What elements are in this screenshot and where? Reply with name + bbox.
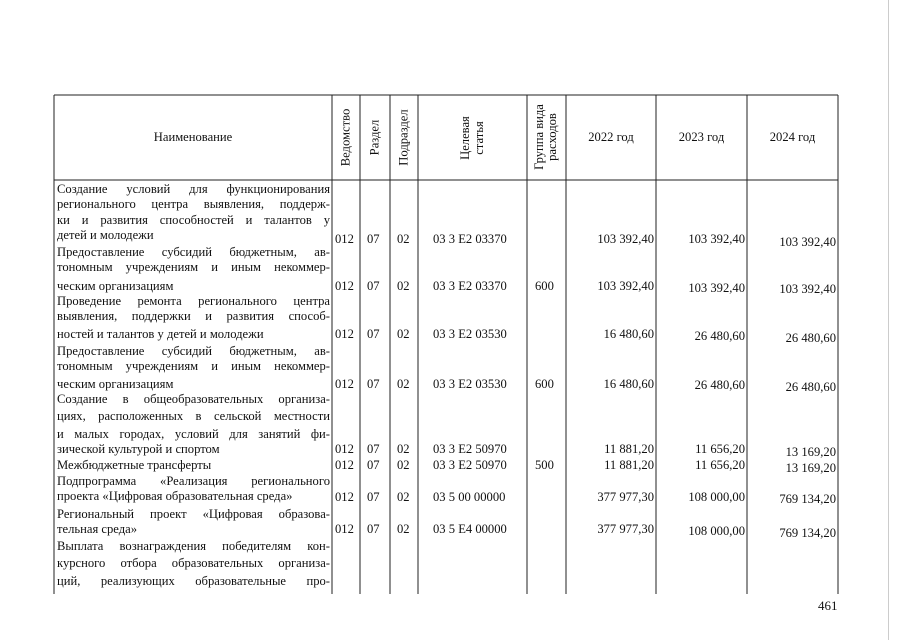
cell-celevaya: 03 3 Е2 50970 — [433, 458, 507, 472]
cell-razdel: 07 — [367, 327, 380, 341]
cell-vedomstvo: 012 — [335, 232, 354, 246]
row-name-line: Создание условий для функционирования — [57, 182, 330, 196]
cell-gruppa: 500 — [535, 458, 554, 472]
cell-celevaya: 03 3 Е2 03530 — [433, 377, 507, 391]
row-name-line: тономным учреждениям и иным некоммер- — [57, 359, 330, 374]
cell-gruppa: 600 — [535, 279, 554, 293]
header-gruppa-vida-rashodov: Группа вида расходов — [532, 104, 559, 170]
row-name-line: тономным учреждениям и иным некоммер- — [57, 260, 330, 275]
scan-edge-line — [888, 0, 889, 640]
cell-2023: 108 000,00 — [688, 524, 745, 538]
cell-2024: 26 480,60 — [785, 380, 836, 394]
row-name-line: циях, расположенных в сельской местности — [57, 409, 330, 424]
cell-2022: 103 392,40 — [597, 279, 654, 293]
row-name-line: Региональный проект «Цифровая образова- — [57, 507, 330, 521]
row-name-line: Выплата вознаграждения победителям кон- — [57, 539, 330, 553]
cell-razdel: 07 — [367, 377, 380, 391]
row-name-line: ки и развития способностей и талантов у — [57, 212, 330, 227]
header-vedomstvo: Ведомство — [338, 108, 353, 167]
cell-2024: 103 392,40 — [779, 282, 836, 296]
cell-2022: 103 392,40 — [597, 232, 654, 246]
cell-razdel: 07 — [367, 232, 380, 246]
cell-vedomstvo: 012 — [335, 458, 354, 472]
cell-razdel: 07 — [367, 522, 380, 536]
row-name-line: зической культурой и спортом — [57, 442, 220, 457]
cell-2022: 11 881,20 — [604, 442, 654, 456]
cell-podrazdel: 02 — [397, 522, 410, 536]
row-name-line: ческим организациям — [57, 278, 174, 293]
cell-celevaya: 03 5 Е4 00000 — [433, 522, 507, 536]
cell-celevaya: 03 3 Е2 03370 — [433, 232, 507, 246]
cell-razdel: 07 — [367, 279, 380, 293]
row-name-line: выявления, поддержки и развития способ- — [57, 309, 330, 324]
row-name-line: Создание в общеобразовательных организа- — [57, 392, 330, 406]
cell-2022: 11 881,20 — [604, 458, 654, 472]
cell-2023: 26 480,60 — [694, 329, 745, 343]
row-name-line: ностей и талантов у детей и молодежи — [57, 326, 264, 341]
cell-2024: 769 134,20 — [779, 492, 836, 506]
cell-2024: 13 169,20 — [785, 461, 836, 475]
cell-podrazdel: 02 — [397, 442, 410, 456]
row-name-line: Проведение ремонта регионального центра — [57, 294, 330, 308]
header-2022: 2022 год — [588, 130, 634, 144]
row-name-line: детей и молодежи — [57, 228, 154, 243]
row-name-line: Предоставление субсидий бюджетным, ав- — [57, 245, 330, 259]
cell-vedomstvo: 012 — [335, 490, 354, 504]
cell-vedomstvo: 012 — [335, 327, 354, 341]
header-2024: 2024 год — [769, 130, 816, 144]
cell-podrazdel: 02 — [397, 490, 410, 504]
row-name-line: Подпрограмма «Реализация регионального — [57, 474, 330, 488]
cell-podrazdel: 02 — [397, 377, 410, 391]
cell-razdel: 07 — [367, 442, 380, 456]
cell-2023: 108 000,00 — [688, 490, 745, 504]
header-celevaya-statya: Целевая статья — [458, 116, 486, 160]
header-name: Наименование — [153, 130, 233, 144]
cell-2024: 26 480,60 — [785, 331, 836, 345]
cell-podrazdel: 02 — [397, 279, 410, 293]
row-name-line: тельная среда» — [57, 522, 137, 537]
cell-2023: 11 656,20 — [695, 458, 745, 472]
cell-celevaya: 03 5 00 00000 — [433, 490, 506, 504]
cell-razdel: 07 — [367, 458, 380, 472]
row-name-line: курсного отбора образовательных организа- — [57, 556, 330, 571]
cell-2022: 377 977,30 — [597, 490, 654, 504]
cell-vedomstvo: 012 — [335, 522, 354, 536]
cell-podrazdel: 02 — [397, 458, 410, 472]
cell-2024: 769 134,20 — [779, 526, 836, 540]
cell-2023: 11 656,20 — [695, 442, 745, 456]
header-razdel: Раздел — [367, 119, 382, 156]
cell-2022: 16 480,60 — [603, 327, 654, 341]
cell-podrazdel: 02 — [397, 327, 410, 341]
cell-2022: 16 480,60 — [603, 377, 654, 391]
cell-2023: 103 392,40 — [688, 232, 745, 246]
cell-celevaya: 03 3 Е2 50970 — [433, 442, 507, 456]
cell-2023: 26 480,60 — [694, 378, 745, 392]
cell-celevaya: 03 3 Е2 03370 — [433, 279, 507, 293]
page-number: 461 — [818, 598, 838, 613]
row-name-line: ческим организациям — [57, 376, 174, 391]
cell-celevaya: 03 3 Е2 03530 — [433, 327, 507, 341]
cell-2022: 377 977,30 — [597, 522, 654, 536]
cell-vedomstvo: 012 — [335, 377, 354, 391]
cell-podrazdel: 02 — [397, 232, 410, 246]
cell-vedomstvo: 012 — [335, 279, 354, 293]
row-name-line: проекта «Цифровая образовательная среда» — [57, 489, 293, 504]
row-name-line: регионального центра выявления, поддерж- — [57, 197, 330, 212]
row-name-line: Межбюджетные трансферты — [57, 458, 212, 472]
cell-2024: 103 392,40 — [779, 235, 836, 249]
header-podrazdel: Подраздел — [396, 109, 411, 166]
row-name-line: и малых городах, условий для занятий фи- — [57, 426, 330, 441]
header-2023: 2023 год — [678, 130, 725, 144]
row-name-line: Предоставление субсидий бюджетным, ав- — [57, 344, 330, 358]
cell-2024: 13 169,20 — [785, 445, 836, 459]
cell-razdel: 07 — [367, 490, 380, 504]
cell-gruppa: 600 — [535, 377, 554, 391]
cell-2023: 103 392,40 — [688, 281, 745, 295]
cell-vedomstvo: 012 — [335, 442, 354, 456]
row-name-line: ций, реализующих образовательные про- — [57, 573, 330, 588]
